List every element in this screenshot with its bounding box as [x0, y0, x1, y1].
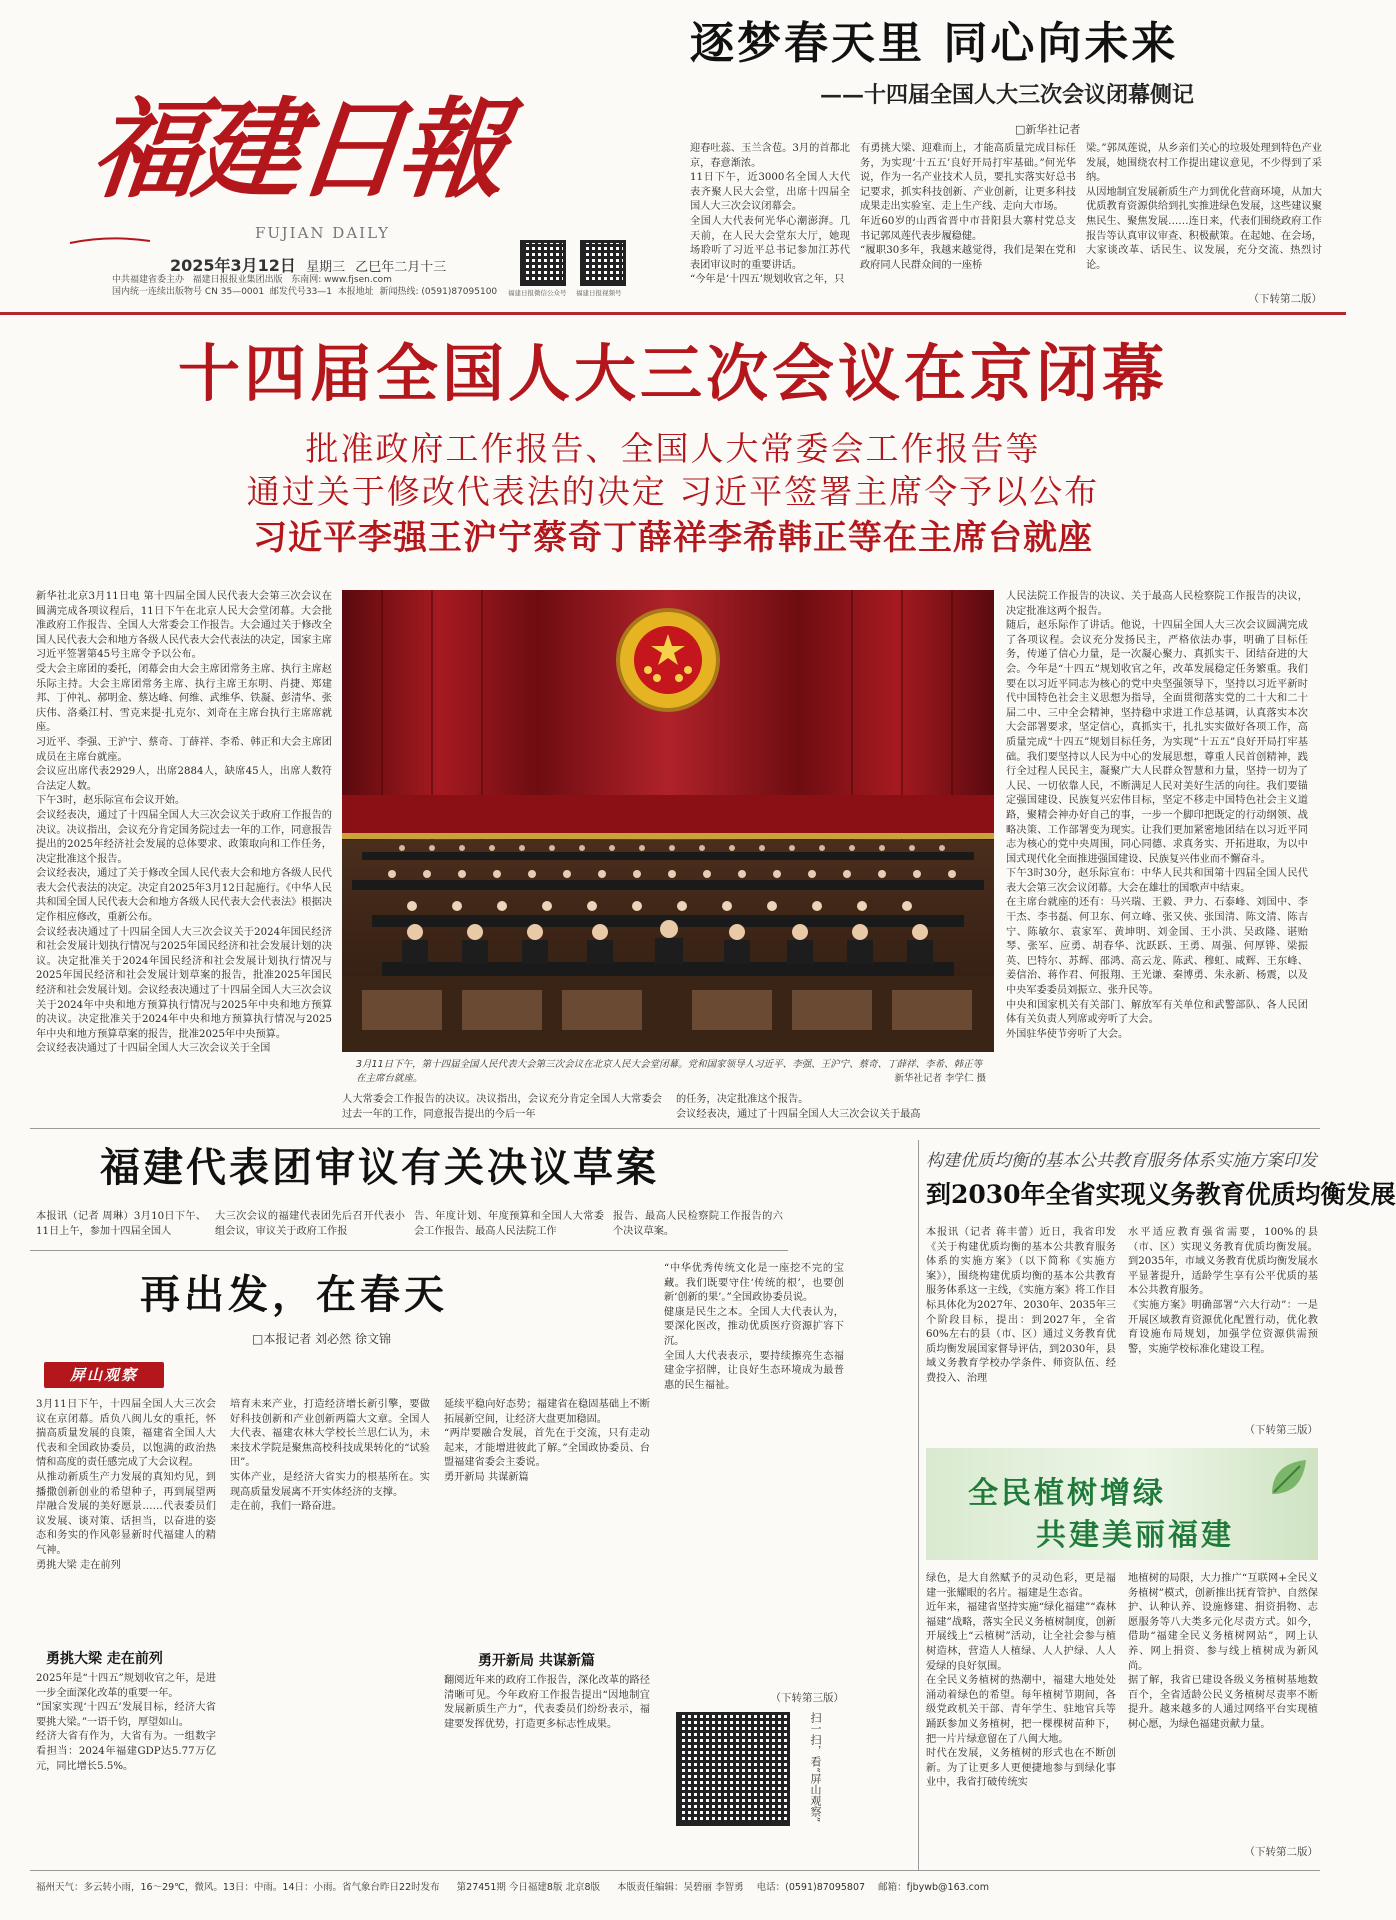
education-title: 到2030年全省实现义务教育优质均衡发展 — [926, 1180, 1396, 1209]
top-story-continue[interactable]: （下转第二版） — [1248, 293, 1322, 305]
top-story-title: 逐梦春天里 同心向未来 — [690, 18, 1179, 69]
photo-caption-text: 3月11日下午，第十四届全国人民代表大会第三次会议在北京人民大会堂闭幕。党和国家领导人习近平、李强、王沪宁、蔡奇、丁薛祥、李希、韩正等在主席台就座。 — [356, 1059, 983, 1084]
top-story-col-2: 有勇挑大梁、迎难而上，才能高质量完成目标任务，为实现‘十五五’良好开局打牢基础。”何光华说，作为一名产业技术人员，要扎实落实好总书记要求，抓实科技创新、产业创新，让更多科技成果走出实验室、走上生产线、走向大市场。 年近60岁的山西省晋中市昔阳县大寨村党总支书记郭凤莲代表步履稳健。 “履职30多年，我越来越觉得，我们是架在党和政府同人民群众间的一座桥 — [860, 143, 1076, 271]
education-col-1: 本报讯（记者 蒋丰蕾）近日，我省印发《关于构建优质均衡的基本公共教育服务体系的实施方案》（以下简称《实施方案》），围绕构建优质均衡的基本公共教育服务体系这一主线，《实施方案》将工作目标具体化为2027年、2030年、2035年三个阶段目标，提出：到2027年，全省60%左右的县（市、区）通过义务教育优质均衡发展国家督导评估，到2030年，县域义务教育学校办学条件、师资队伍、经费投入、治理 — [926, 1227, 1116, 1384]
right-column-rule — [918, 1140, 919, 1870]
column-tag-text: 屏山观察 — [69, 1366, 138, 1384]
hotline: 新闻热线: (0591)87095100 — [379, 287, 498, 297]
delegation-col-2: 大三次会议的福建代表团先后召开代表小组会议，审议关于政府工作报 — [215, 1211, 405, 1237]
delegation-rule — [30, 1250, 788, 1251]
lunar-date: 乙巳年二月十三 — [355, 260, 447, 275]
footer-weather: 福州天气：多云转小雨，16～29℃，微风。13日：中雨。14日：小雨。省气象台昨日22时发布 — [36, 1882, 440, 1893]
education-col-2: 水平适应教育强省需要，100%的县（市、区）实现义务教育优质均衡发展。到2035年，市域义务教育优质均衡发展水平显著提升，适龄学生享有公平优质的基本公共教育服务。 《实施方案》明确部署“六大行动”：一是开展区域教育资源优化配置行动，优化教育设施布局规划，加强学位资源供需预警，实施学校标准化建设工程。 — [1128, 1227, 1318, 1355]
feature-col-3: 延续平稳向好态势；福建省在稳固基础上不断拓展新空间，让经济大盘更加稳固。 “两岸要融合发展，首先在于交流，只有走动起来，才能增进彼此了解。”全国政协委员、台盟福建省委会主委说。 勇开新局 共谋新篇 — [444, 1399, 650, 1483]
top-story-col-1: 迎春吐蕊、玉兰含苞。3月的首都北京，春意渐浓。 11日下午，近3000名全国人大代表齐聚人民大会堂，出席十四届全国人大三次会议闭幕会。 全国人大代表何光华心潮澎湃。几天前，在人民大会堂东大厅，她现场聆听了习近平总书记参加江苏代表团审议时的重要讲话。 “今年是‘十四五’规划收官之年，只 — [690, 143, 850, 286]
photo-caption — [356, 1058, 986, 1086]
publisher: 福建日报报业集团出版 — [192, 275, 283, 285]
sponsor: 中共福建省委主办 — [112, 275, 185, 285]
greening-continue[interactable]: （下转第二版） — [1244, 1846, 1318, 1858]
lead-right-text: 人民法院工作报告的决议、关于最高人民检察院工作报告的决议，决定批准这两个报告。 随后，赵乐际作了讲话。他说，十四届全国人大三次会议圆满完成了各项议程。会议充分发扬民主，严格依法办事，明确了目标任务，传递了信心力量，是一次凝心聚力、真抓实干、团结奋进的大会。今年是“十四五”规划收官之年，改革发展稳定任务繁重。我们要在以习近平同志为核心的党中央坚强领导下，坚持以习近平新时代中国特色社会主义思想为指导，全面贯彻落实党的二十大和二十届二中、三中全会精神，坚持稳中求进工作总基调，认真落实本次大会部署要求，坚定信心，真抓实干，扎扎实实做好各项工作，高质量完成“十四五”规划目标任务，为实现“十五五”良好开局打牢基础。我们要坚持以人民为中心的发展思想，尊重人民首创精神，践行全过程人民民主，凝聚广大人民群众智慧和力量，坚持一切为了人民、一切依靠人民，不断满足人民对美好生活的向往。我们要锚定强国建设、民族复兴宏伟目标，坚定不移走中国特色社会主义道路，聚精会神办好自己的事，一步一个脚印把既定的行动纲领、战略决策、工作部署变为现实。让我们更加紧密地团结在以习近平同志为核心的党中央周围，同心同德、求真务实、开拓进取，为以中国式现代化全面推进强国建设、民族复兴伟业而不懈奋斗。 下午3时30分，赵乐际宣布：中华人民共和国第十四届全国人民代表大会第三次会议闭幕。大会在雄壮的国歌声中结束。 在主席台就座的还有：马兴瑞、王毅、尹力、石泰峰、刘国中、李干杰、李书磊、何卫东、何立峰、张又侠、张国清、陈文清、陈吉宁、陈敏尔、袁家军、黄坤明、刘金国、王小洪、吴政隆、谌贻琴、张军、应勇、胡春华、沈跃跃、王勇、周强、何厚铧、梁振英、巴特尔、苏辉、邵鸿、高云龙、陈武、穆虹、咸辉、王东峰、姜信治、蒋作君、何报翔、王光谦、秦博勇、朱永新、杨震，以及中央军委委员刘振立、张升民等。 中央和国家机关有关部门、解放军有关单位和武警部队、各人民团体有关负责人列席或旁听了大会。 外国驻华使节旁听了大会。 — [1006, 591, 1308, 1040]
feature-col-3b: 翻阅近年来的政府工作报告，深化改革的路径清晰可见。今年政府工作报告提出“因地制宜发展新质生产力”，代表委员们纷纷表示，福建要发挥优势，打造更多标志性成果。 — [444, 1675, 650, 1730]
weekday: 星期三 — [306, 260, 346, 275]
top-story-subtitle: ——十四届全国人大三次会议闭幕侧记 — [820, 82, 1195, 108]
feature-col-1: 3月11日下午，十四届全国人大三次会议在京闭幕。盾负八闽儿女的重托，怀揣高质量发展的良策，福建省全国人大代表和全国政协委员，以饱满的政治热情和高度的责任感完成了大会议程。 从推动新质生产力发展的真知灼见，到播撒创新创业的希望种子，再到展望两岸融合发展的美好愿景……代表委员们议发展、谈对策、话担当，以奋进的姿态和务实的作风彰显新时代福建人的精气神。 勇挑大梁 走在前列 — [36, 1399, 216, 1571]
lead-below-photo-2: 的任务，决定批准这个报告。 会议经表决，通过了十四届全国人大三次会议关于最高 — [676, 1094, 921, 1120]
feature-col-4: “中华优秀传统文化是一座挖不完的宝藏。我们既要守住‘传统的根’，也要创新‘创新的果’。”全国政协委员说。 健康是民生之本。全国人大代表认为，要深化医改，推动优质医疗资源扩容下沉。 全国人大代表表示，要持续擦亮生态福建金字招牌，让良好生态环境成为最普惠的民生福祉。 — [664, 1263, 844, 1391]
lead-photo — [342, 590, 994, 1052]
footer-editors: 本版责任编辑：吴碧丽 李智勇 — [617, 1882, 744, 1893]
video-qr-code[interactable] — [580, 240, 626, 286]
photo-credit: 新华社记者 李学仁 摄 — [894, 1073, 986, 1084]
footer-issue: 第27451期 今日福建8版 北京8版 — [456, 1882, 601, 1893]
masthead — [0, 0, 1346, 312]
feature-qr-code[interactable] — [676, 1712, 790, 1826]
leaf-icon — [1266, 1456, 1310, 1500]
swallow-icon — [70, 230, 150, 240]
feature-title: 再出发，在春天 — [140, 1271, 448, 1318]
postal-code: 邮发代号33—1 — [269, 287, 333, 297]
greening-title-2: 共建美丽福建 — [1036, 1518, 1234, 1553]
education-kicker: 构建优质均衡的基本公共教育服务体系实施方案印发 — [926, 1151, 1317, 1171]
masthead-rule — [0, 312, 1346, 315]
feature-col-2: 培育未来产业，打造经济增长新引擎，要做好科技创新和产业创新两篇大文章。全国人大代表、福建农林大学校长兰思仁认为，未来技术学院是聚焦高校科技成果转化的“试验田”。 实体产业，是经济大省实力的根基所在。实现高质量发展离不开实体经济的支撑。 走在前，我们一路奋进。 — [230, 1399, 430, 1513]
section-divider — [30, 1128, 1320, 1129]
feature-subhead-2: 勇开新局 共谋新篇 — [478, 1653, 595, 1669]
column-tag-badge — [44, 1362, 164, 1388]
education-continue[interactable]: （下转第三版） — [1244, 1424, 1318, 1436]
feature-byline: □本报记者 刘必然 徐文锦 — [252, 1332, 391, 1346]
top-story-col-3: 梁。”郭凤莲说，从乡亲们关心的垃圾处理到特色产业发展，她围绕农村工作提出建议意见，不少得到了采纳。 从因地制宜发展新质生产力到优化营商环境，从加大优质教育资源供给到扎实推进绿色发展，这些建议聚焦民生、聚焦发展……连日来，代表们围绕政府工作报告等认真审议审查、积极献策。在起她、在会场，大家谈改革、话民生、议发展，充分交流、热烈讨论。 — [1086, 143, 1322, 271]
delegation-col-4: 报告、最高人民检察院工作报告的六个决议草案。 — [613, 1211, 783, 1237]
qr-caption: 扫一扫，看“屏山观察” — [809, 1712, 822, 1823]
date-line — [170, 253, 446, 276]
lead-headline: 十四届全国人大三次会议在京闭幕 — [177, 337, 1168, 410]
lead-subhead-3: 习近平李强王沪宁蔡奇丁薛祥李希韩正等在主席台就座 — [253, 518, 1093, 558]
footer-rule — [30, 1870, 1320, 1871]
lead-subhead-2: 通过关于修改代表法的决定 习近平签署主席令予以公布 — [246, 472, 1100, 511]
feature-subhead: 勇挑大梁 走在前列 — [46, 1651, 163, 1667]
lead-below-photo-1: 人大常委会工作报告的决议。决议指出，会议充分肯定全国人大常委会过去一年的工作，同意报告提出的今后一年 — [342, 1094, 662, 1120]
serial-number: 国内统一连续出版物号 CN 35—0001 — [112, 287, 265, 297]
address-label: 本报地址 — [337, 287, 374, 297]
greening-title-1: 全民植树增绿 — [968, 1476, 1166, 1511]
masthead-info — [112, 274, 512, 298]
footer — [36, 1878, 1320, 1898]
newspaper-logo: 福建日報 — [85, 87, 508, 213]
wechat-qr-code[interactable] — [520, 240, 566, 286]
greening-col-1: 绿色，是大自然赋予的灵动色彩，更是福建一张耀眼的名片。福建是生态省。 近年来，福建省坚持实施“绿化福建”“森林福建”战略，落实全民义务植树制度，创新开展线上“云植树”活动，让全社会参与植树造林，营造人人植绿、人人护绿、人人爱绿的良好氛围。 在全民义务植树的热潮中，福建大地处处涌动着绿色的希望。每年植树节期间，各级党政机关干部、青年学生、驻地官兵等踊跃参加义务植树，把一棵棵树苗种下，把一片片绿意留在了八闽大地。 时代在发展，义务植树的形式也在不断创新。为了让更多人更便捷地参与到绿化事业中，我省打破传统实 — [926, 1573, 1116, 1789]
delegation-col-3: 告、年度计划、年度预算和全国人大常委会工作报告、最高人民法院工作 — [414, 1211, 604, 1237]
qr-caption-2: 福建日报视频号 — [576, 289, 622, 297]
feature-continue[interactable]: （下转第三版） — [770, 1692, 844, 1704]
english-name: FUJIAN DAILY — [255, 224, 390, 242]
issue-date: 2025年3月12日 — [170, 256, 296, 275]
greening-banner — [926, 1448, 1318, 1560]
feature-col-1b: 2025年是“十四五”规划收官之年，是进一步全面深化改革的重要一年。 “国家实现‘十四五’发展目标，经济大省要挑大梁。”一语千钧，厚望如山。 经济大省有作为，大省有为。一组数字看担当：2024年福建GDP达5.77万亿元，同比增长5.5%。 — [36, 1673, 216, 1772]
footer-phone: 电话：(0591)87095807 — [756, 1882, 866, 1893]
delegation-col-1: 本报讯（记者 周琳）3月10日下午、11日上午，参加十四届全国人 — [36, 1211, 206, 1237]
lead-left-text: 新华社北京3月11日电 第十四届全国人民代表大会第三次会议在圆满完成各项议程后，11日下午在北京人民大会堂闭幕。大会批准政府工作报告、全国人大常委会工作报告。大会通过关于修改全国人民代表大会和地方各级人民代表大会代表法的决定，国家主席习近平签署第45号主席令予以公布。 受大会主席团的委托，闭幕会由大会主席团常务主席、执行主席赵乐际主持。大会主席团常务主席、执行主席王东明、肖捷、郑建邦、丁仲礼、郝明金、蔡达峰、何维、武维华、铁凝、彭清华、张庆伟、洛桑江村、雪克来提·扎克尔、刘奇在主席台执行主席席就座。 习近平、李强、王沪宁、蔡奇、丁薛祥、李希、韩正和大会主席团成员在主席台就座。 会议应出席代表2929人，出席2884人，缺席45人，出席人数符合法定人数。 下午3时，赵乐际宣布会议开始。 会议经表决，通过了十四届全国人大三次会议关于政府工作报告的决议。决议指出，会议充分肯定国务院过去一年的工作，同意报告提出的2025年经济社会发展的总体要求、政策取向和工作任务，决定批准这个报告。 会议经表决，通过了关于修改全国人民代表大会和地方各级人民代表大会代表法的决定。决定自2025年3月12日起施行。《中华人民共和国全国人民代表大会和地方各级人民代表大会代表法》根据决定作相应修改，重新公布。 会议经表决通过了十四届全国人大三次会议关于2024年国民经济和社会发展计划执行情况与2025年国民经济和社会发展计划的决议。决定批准关于2024年国民经济和社会发展计划执行情况与2025年国民经济和社会发展计划草案的报告，批准2025年国民经济和社会发展计划。会议经表决通过了十四届全国人大三次会议关于2024年中央和地方预算执行情况与2025年中央和地方预算的决议。决定批准关于2024年中央和地方预算执行情况与2025年中央和地方预算草案的报告，批准2025年中央预算。 会议经表决通过了十四届全国人大三次会议关于全国 — [36, 591, 332, 1055]
delegation-title: 福建代表团审议有关决议草案 — [100, 1144, 659, 1191]
lead-subhead-1: 批准政府工作报告、全国人大常委会工作报告等 — [305, 429, 1041, 468]
footer-email[interactable]: 邮箱：fjbywb@163.com — [878, 1882, 989, 1893]
qr-caption-1: 福建日报微信公众号 — [508, 289, 567, 297]
greening-col-2: 地植树的局限，大力推广“互联网+全民义务植树”模式，创新推出抚育管护、自然保护、认种认养、设施修建、捐资捐物、志愿服务等八大类多元化尽责方式。如今，借助“福建全民义务植树网站”，网上认养、网上捐资、参与线上植树成为新风尚。 据了解，我省已建设各级义务植树基地数百个，全省适龄公民义务植树尽责率不断提升。越来越多的人通过网络平台实现植树心愿，为绿色福建贡献力量。 — [1128, 1573, 1318, 1730]
website[interactable]: 东南网: www.fjsen.com — [291, 275, 392, 285]
top-story-byline: □新华社记者 — [1015, 123, 1081, 136]
